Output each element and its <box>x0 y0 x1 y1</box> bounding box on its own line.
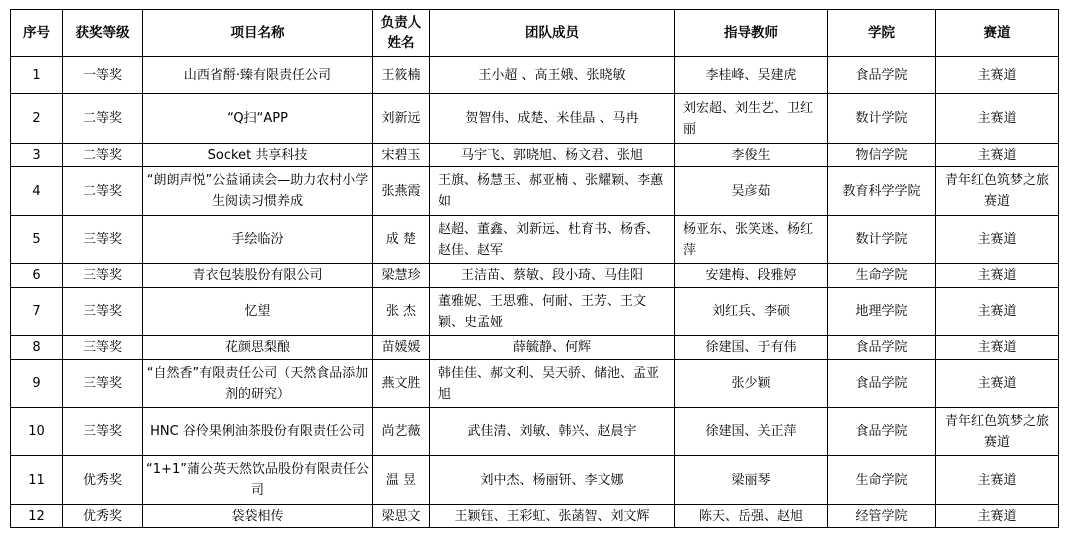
cell-no: 8 <box>11 336 63 360</box>
cell-advisor: 刘红兵、李硕 <box>675 288 828 336</box>
cell-members: 王洁苗、蔡敏、段小琦、马佳阳 <box>430 264 675 288</box>
cell-leader: 燕文胜 <box>373 360 430 408</box>
cell-college: 经管学院 <box>828 505 936 528</box>
cell-award: 三等奖 <box>63 216 143 264</box>
cell-project: “Q扫“APP <box>143 94 373 144</box>
cell-project: 花颜思梨酿 <box>143 336 373 360</box>
cell-track: 主赛道 <box>936 57 1059 94</box>
table-row <box>11 144 1059 167</box>
cell-project: 手绘临汾 <box>143 216 373 264</box>
cell-leader: 王筱楠 <box>373 57 430 94</box>
cell-leader: 温 昱 <box>373 456 430 505</box>
cell-no: 2 <box>11 94 63 144</box>
cell-project: 袋袋相传 <box>143 505 373 528</box>
cell-college: 食品学院 <box>828 408 936 456</box>
cell-members: 赵超、董鑫、刘新远、杜育书、杨香、赵佳、赵军 <box>430 216 675 264</box>
cell-college: 食品学院 <box>828 360 936 408</box>
cell-track: 主赛道 <box>936 144 1059 167</box>
cell-track: 主赛道 <box>936 336 1059 360</box>
cell-advisor: 张少颖 <box>675 360 828 408</box>
cell-college: 教育科学学院 <box>828 167 936 216</box>
cell-award: 二等奖 <box>63 167 143 216</box>
header-track: 赛道 <box>936 10 1059 57</box>
cell-project: 忆望 <box>143 288 373 336</box>
cell-track: 主赛道 <box>936 94 1059 144</box>
cell-award: 优秀奖 <box>63 456 143 505</box>
cell-award: 三等奖 <box>63 360 143 408</box>
cell-award: 优秀奖 <box>63 505 143 528</box>
cell-award: 三等奖 <box>63 336 143 360</box>
cell-college: 物信学院 <box>828 144 936 167</box>
cell-members: 韩佳佳、郝文利、吴天骄、储池、孟亚旭 <box>430 360 675 408</box>
header-college: 学院 <box>828 10 936 57</box>
header-project: 项目名称 <box>143 10 373 57</box>
cell-advisor: 安建梅、段雅婷 <box>675 264 828 288</box>
cell-advisor: 徐建国、于有伟 <box>675 336 828 360</box>
header-leader-line2: 姓名 <box>387 35 415 51</box>
cell-no: 10 <box>11 408 63 456</box>
cell-leader: 刘新远 <box>373 94 430 144</box>
cell-track: 青年红色筑梦之旅赛道 <box>936 408 1059 456</box>
table-row <box>11 360 1059 408</box>
header-award: 获奖等级 <box>63 10 143 57</box>
cell-project: 山西省酹·臻有限责任公司 <box>143 57 373 94</box>
cell-college: 生命学院 <box>828 264 936 288</box>
cell-members: 薛毓静、何辉 <box>430 336 675 360</box>
cell-no: 9 <box>11 360 63 408</box>
cell-track: 青年红色筑梦之旅赛道 <box>936 167 1059 216</box>
table-row <box>11 456 1059 505</box>
awards-table <box>10 9 1059 528</box>
table-row <box>11 57 1059 94</box>
cell-project: “朗朗声悦”公益诵读会—助力农村小学生阅读习惯养成 <box>143 167 373 216</box>
header-members: 团队成员 <box>430 10 675 57</box>
cell-no: 1 <box>11 57 63 94</box>
table-row <box>11 336 1059 360</box>
cell-award: 三等奖 <box>63 264 143 288</box>
cell-no: 11 <box>11 456 63 505</box>
header-leader-line1: 负责人 <box>380 15 422 31</box>
cell-project: Socket 共享科技 <box>143 144 373 167</box>
cell-members: 武佳清、刘敏、韩兴、赵晨宇 <box>430 408 675 456</box>
cell-track: 主赛道 <box>936 288 1059 336</box>
cell-leader: 宋碧玉 <box>373 144 430 167</box>
table-row <box>11 288 1059 336</box>
cell-leader: 张 杰 <box>373 288 430 336</box>
cell-track: 主赛道 <box>936 216 1059 264</box>
cell-project: HNC 谷伶果俐油茶股份有限责任公司 <box>143 408 373 456</box>
table-row <box>11 216 1059 264</box>
cell-advisor: 刘宏超、刘生艺、卫红丽 <box>675 94 828 144</box>
cell-members: 刘中杰、杨丽钘、李文娜 <box>430 456 675 505</box>
cell-award: 二等奖 <box>63 94 143 144</box>
cell-no: 6 <box>11 264 63 288</box>
cell-award: 三等奖 <box>63 288 143 336</box>
cell-project: “自然香”有限责任公司（天然食品添加剂的研究） <box>143 360 373 408</box>
cell-track: 主赛道 <box>936 264 1059 288</box>
cell-college: 生命学院 <box>828 456 936 505</box>
cell-no: 4 <box>11 167 63 216</box>
cell-college: 食品学院 <box>828 336 936 360</box>
cell-track: 主赛道 <box>936 505 1059 528</box>
table-row <box>11 167 1059 216</box>
table-row <box>11 264 1059 288</box>
cell-members: 王旗、杨慧玉、郝亚楠 、张耀颖、李蕙如 <box>430 167 675 216</box>
cell-members: 王小超 、高王娥、张晓敏 <box>430 57 675 94</box>
table-row <box>11 505 1059 528</box>
cell-leader: 梁思文 <box>373 505 430 528</box>
cell-no: 12 <box>11 505 63 528</box>
cell-members: 董雅妮、王思雅、何耐、王芳、王文颖、史孟娅 <box>430 288 675 336</box>
cell-track: 主赛道 <box>936 456 1059 505</box>
cell-leader: 张燕霞 <box>373 167 430 216</box>
cell-advisor: 吴彦茹 <box>675 167 828 216</box>
cell-leader: 苗媛媛 <box>373 336 430 360</box>
cell-leader: 梁慧珍 <box>373 264 430 288</box>
cell-leader: 尚艺薇 <box>373 408 430 456</box>
cell-advisor: 李桂峰、吴建虎 <box>675 57 828 94</box>
cell-advisor: 李俊生 <box>675 144 828 167</box>
cell-award: 三等奖 <box>63 408 143 456</box>
cell-leader: 成 楚 <box>373 216 430 264</box>
cell-project: 青衣包装股份有限公司 <box>143 264 373 288</box>
cell-members: 马宇飞、郭晓旭、杨文君、张旭 <box>430 144 675 167</box>
cell-no: 3 <box>11 144 63 167</box>
table-row <box>11 408 1059 456</box>
cell-members: 王颖钰、王彩虹、张菡智、刘文辉 <box>430 505 675 528</box>
cell-members: 贺智伟、成楚、米佳晶 、马冉 <box>430 94 675 144</box>
table-row <box>11 94 1059 144</box>
cell-advisor: 梁丽琴 <box>675 456 828 505</box>
cell-award: 一等奖 <box>63 57 143 94</box>
cell-college: 数计学院 <box>828 94 936 144</box>
cell-advisor: 陈天、岳强、赵旭 <box>675 505 828 528</box>
header-no: 序号 <box>11 10 63 57</box>
header-leader <box>373 10 430 57</box>
cell-college: 地理学院 <box>828 288 936 336</box>
cell-no: 7 <box>11 288 63 336</box>
header-row <box>11 10 1059 57</box>
cell-track: 主赛道 <box>936 360 1059 408</box>
cell-no: 5 <box>11 216 63 264</box>
cell-advisor: 徐建国、关正萍 <box>675 408 828 456</box>
cell-college: 食品学院 <box>828 57 936 94</box>
cell-project: “1+1”蒲公英天然饮品股份有限责任公司 <box>143 456 373 505</box>
header-advisor: 指导教师 <box>675 10 828 57</box>
cell-college: 数计学院 <box>828 216 936 264</box>
cell-award: 二等奖 <box>63 144 143 167</box>
cell-advisor: 杨亚东、张笑迷、杨红萍 <box>675 216 828 264</box>
